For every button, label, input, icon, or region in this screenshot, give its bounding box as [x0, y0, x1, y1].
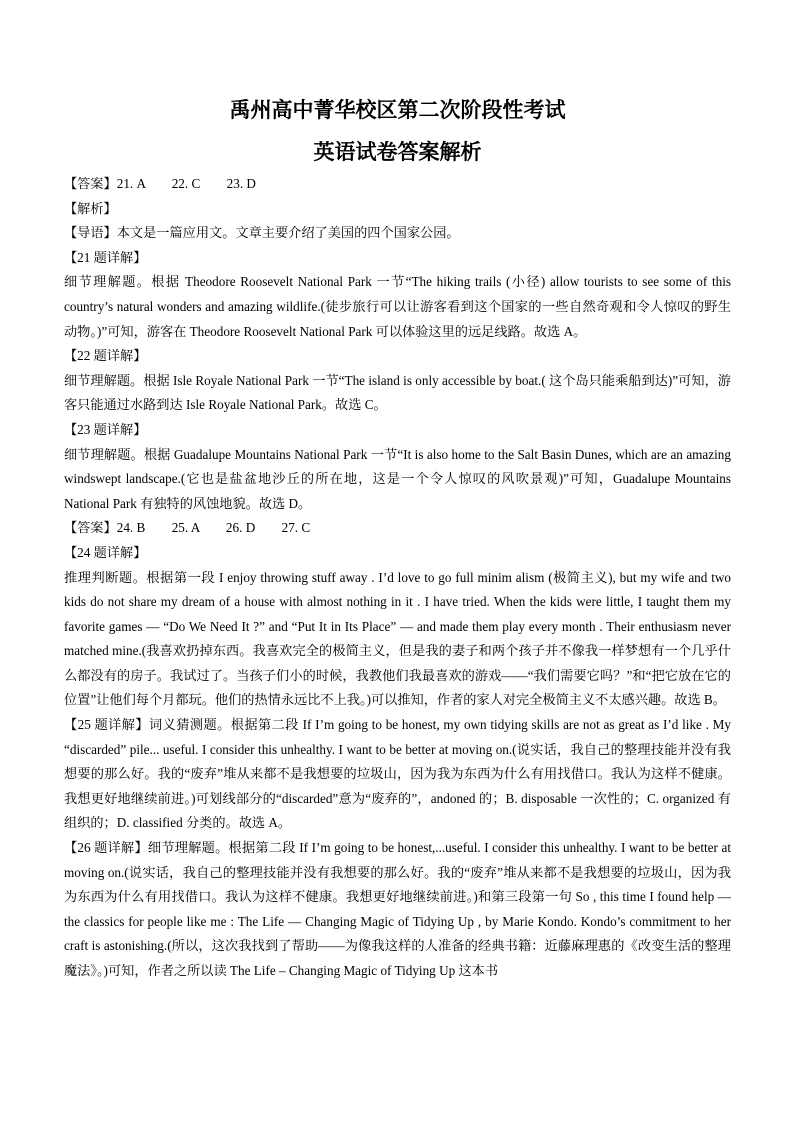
question-24-heading: 【24 题详解】 [64, 544, 147, 560]
question-21-explanation: 细节理解题。根据 Theodore Roosevelt National Park 一节“The hiking trails (小径) allow tourists to see some of this country’s natural wonders and amazing wildlife.(徒步旅行可以让游客看到这个国家的一些自然奇观和令人惊叹的野生动物。)”可知，游客在 Theodore Roosevelt National Park 可以体验这里的远足线路。故选 A。 [64, 274, 731, 339]
answer-line-24-27: 【答案】24. B 25. A 26. D 27. C [64, 520, 311, 536]
document-subtitle: 英语试卷答案解析 [313, 140, 482, 164]
question-23-heading: 【23 题详解】 [64, 421, 147, 437]
question-22-explanation: 细节理解题。根据 Isle Royale National Park 一节“The island is only accessible by boat.( 这个岛只能乘船到达)”可知，游客只能通过水路到达 Isle Royale National Park。故选 C。 [64, 372, 731, 413]
analysis-heading: 【解析】 [64, 200, 117, 216]
question-21-heading: 【21 题详解】 [64, 249, 147, 265]
question-25-explanation: 【25 题详解】词义猜测题。根据第二段 If I’m going to be honest, my own tidying skills are not as great as I’d like . My “discarded” pile... useful. I consider this unhealthy. I want to be better at moving on.(说实话，我自己的整理技能并没有我想要的那么好。我的“废弃”堆从来都不是我想要的垃圾山，因为我为东西为什么有用找借口。我认为这样不健康。我想更好地继续前进。)可划线部分的“discarded”意为“废弃的”，andoned 的；B. disposable 一次性的；C. organized 有组织的；D. classified 分类的。故选 A。 [64, 717, 731, 831]
document-title: 禹州高中菁华校区第二次阶段性考试 [229, 98, 566, 122]
answer-line-21-23: 【答案】21. A 22. C 23. D [64, 176, 256, 191]
document-page [64, 92, 731, 984]
question-23-explanation: 细节理解题。根据 Guadalupe Mountains National Park 一节“It is also home to the Salt Basin Dunes, which are an amazing windswept landscape.(它也是盐盆地沙丘的所在地，这是一个令人惊叹的风吹景观)”可知，Guadalupe Mountains National Park 有独特的风蚀地貌。故选 D。 [64, 446, 731, 511]
intro-line: 【导语】本文是一篇应用文。文章主要介绍了美国的四个国家公园。 [64, 225, 460, 241]
question-24-explanation: 推理判断题。根据第一段 I enjoy throwing stuff away . I’d love to go full minim alism (极简主义), but my wife and two kids do not share my dream of a house with almost nothing in it . I have tried. When the kids were little, I taught them my favorite games — “Do We Need It ?” and “Put It in Its Place” — and made them play every month . Their enthusiasm never matched mine.(我喜欢扔掉东西。我喜欢完全的极简主义，但是我的妻子和两个孩子并不像我一样梦想有一个几乎什么都没有的房子。我试过了。当孩子们小的时候，我教他们我最喜欢的游戏——“我们需要它吗？”和“把它放在它的位置”让他们每个月都玩。他们的热情永远比不上我。)可以推知，作者的家人对完全极简主义不太感兴趣。故选 B。 [64, 569, 731, 708]
question-22-heading: 【22 题详解】 [64, 348, 147, 364]
question-26-explanation: 【26 题详解】细节理解题。根据第二段 If I’m going to be honest,...useful. I consider this unhealthy. I want to be better at moving on.(说实话，我自己的整理技能并没有我想要的那么好。我的“废弃”堆从来都不是我想要的垃圾山，因为我为东西为什么有用找借口。我认为这样不健康。我想更好地继续前进。)和第三段第一句 So , this time I found help — the classics for people like me : The Life — Changing Magic of Tidying Up , by Marie Kondo. Kondo’s commitment to her craft is astonishing.(所以，这次我找到了帮助——为像我这样的人准备的经典书籍：近藤麻理惠的《改变生活的整理魔法》。)可知，作者之所以读 The Life – Changing Magic of Tidying Up 这本书 [64, 840, 731, 978]
